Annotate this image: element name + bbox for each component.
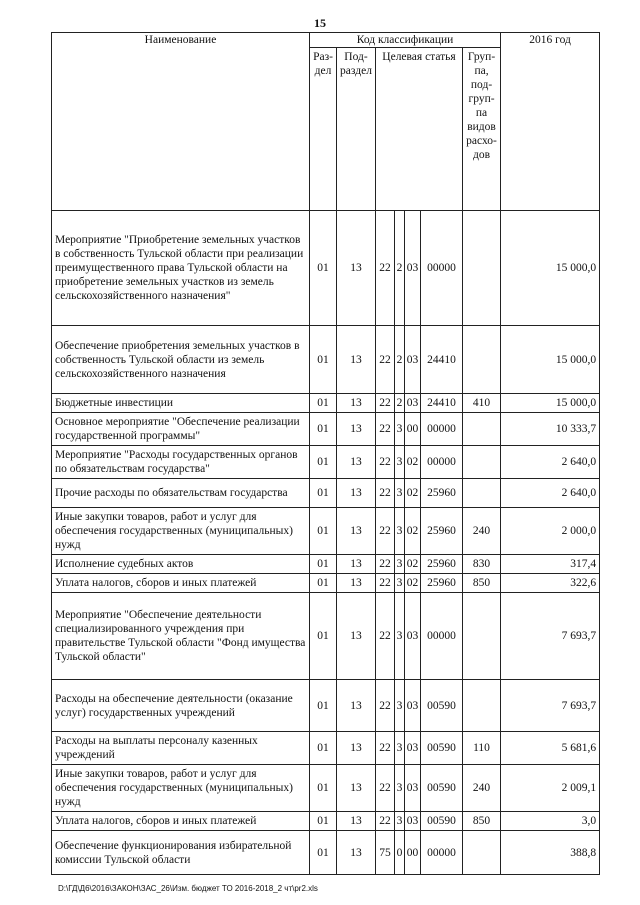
row-target-event: 03 (405, 211, 421, 326)
row-target-event: 00 (405, 413, 421, 446)
row-subsection: 13 (337, 413, 376, 446)
row-target-program: 22 (376, 680, 395, 732)
row-amount: 7 693,7 (501, 680, 600, 732)
row-amount: 10 333,7 (501, 413, 600, 446)
row-section: 01 (310, 326, 337, 394)
row-section: 01 (310, 574, 337, 593)
row-target-subprogram: 3 (395, 479, 405, 508)
row-target-subprogram: 3 (395, 593, 405, 680)
row-section: 01 (310, 812, 337, 831)
row-amount: 2 000,0 (501, 508, 600, 555)
row-amount: 2 640,0 (501, 446, 600, 479)
table-row (52, 394, 600, 413)
table-row (52, 211, 600, 326)
row-target-event: 03 (405, 732, 421, 765)
row-target-subprogram: 2 (395, 211, 405, 326)
row-section: 01 (310, 831, 337, 875)
row-section: 01 (310, 555, 337, 574)
row-expense-group: 110 (463, 732, 501, 765)
row-target-direction: 00000 (421, 446, 463, 479)
row-target-direction: 00590 (421, 680, 463, 732)
row-subsection: 13 (337, 446, 376, 479)
header-group: Груп- па, под- груп- па видов расхо- дов (463, 48, 501, 211)
row-name: Исполнение судебных актов (52, 555, 310, 574)
row-name: Расходы на обеспечение деятельности (оказание услуг) государственных учреждений (52, 680, 310, 732)
row-target-program: 22 (376, 574, 395, 593)
row-section: 01 (310, 446, 337, 479)
row-name: Расходы на выплаты персоналу казенных учреждений (52, 732, 310, 765)
row-target-program: 22 (376, 593, 395, 680)
row-target-direction: 25960 (421, 574, 463, 593)
row-section: 01 (310, 211, 337, 326)
row-name: Иные закупки товаров, работ и услуг для обеспечения государственных (муниципальных) нужд (52, 508, 310, 555)
table-row (52, 508, 600, 555)
table-row (52, 732, 600, 765)
row-subsection: 13 (337, 479, 376, 508)
row-section: 01 (310, 680, 337, 732)
row-section: 01 (310, 394, 337, 413)
row-amount: 7 693,7 (501, 593, 600, 680)
row-name: Мероприятие "Обеспечение деятельности специализированного учреждения при правительстве Тульской области "Фонд имущества Тульской области" (52, 593, 310, 680)
row-name: Прочие расходы по обязательствам государства (52, 479, 310, 508)
row-target-event: 00 (405, 831, 421, 875)
row-subsection: 13 (337, 555, 376, 574)
table-row (52, 446, 600, 479)
header-target: Целевая статья (376, 48, 463, 211)
row-expense-group: 850 (463, 574, 501, 593)
row-expense-group: 240 (463, 765, 501, 812)
row-expense-group (463, 479, 501, 508)
row-target-program: 22 (376, 413, 395, 446)
row-target-program: 22 (376, 211, 395, 326)
row-amount: 317,4 (501, 555, 600, 574)
row-expense-group (463, 680, 501, 732)
header-name: Наименование (52, 33, 310, 211)
row-target-direction: 00000 (421, 413, 463, 446)
row-target-direction: 00000 (421, 593, 463, 680)
row-target-subprogram: 2 (395, 326, 405, 394)
row-target-event: 03 (405, 680, 421, 732)
row-expense-group (463, 446, 501, 479)
row-target-subprogram: 3 (395, 574, 405, 593)
row-expense-group: 240 (463, 508, 501, 555)
table-row (52, 812, 600, 831)
row-target-program: 22 (376, 446, 395, 479)
row-target-subprogram: 3 (395, 413, 405, 446)
row-target-direction: 25960 (421, 555, 463, 574)
row-subsection: 13 (337, 574, 376, 593)
page-number: 15 (314, 16, 326, 30)
header-section: Раз- дел (310, 48, 337, 211)
table-row (52, 326, 600, 394)
header-year: 2016 год (501, 33, 600, 211)
row-amount: 322,6 (501, 574, 600, 593)
row-expense-group: 830 (463, 555, 501, 574)
row-target-program: 22 (376, 812, 395, 831)
row-target-program: 22 (376, 765, 395, 812)
row-target-subprogram: 2 (395, 394, 405, 413)
row-target-event: 02 (405, 574, 421, 593)
row-target-event: 03 (405, 812, 421, 831)
row-expense-group: 850 (463, 812, 501, 831)
row-target-event: 03 (405, 593, 421, 680)
row-name: Бюджетные инвестиции (52, 394, 310, 413)
row-name: Уплата налогов, сборов и иных платежей (52, 812, 310, 831)
row-target-subprogram: 3 (395, 508, 405, 555)
row-subsection: 13 (337, 680, 376, 732)
row-amount: 2 640,0 (501, 479, 600, 508)
row-target-subprogram: 3 (395, 555, 405, 574)
row-target-event: 02 (405, 508, 421, 555)
table-row (52, 765, 600, 812)
row-target-subprogram: 3 (395, 446, 405, 479)
row-target-program: 22 (376, 508, 395, 555)
row-target-program: 75 (376, 831, 395, 875)
row-amount: 15 000,0 (501, 326, 600, 394)
header-classification: Код классификации (310, 33, 501, 48)
table-row (52, 831, 600, 875)
row-target-event: 02 (405, 479, 421, 508)
row-subsection: 13 (337, 593, 376, 680)
row-section: 01 (310, 479, 337, 508)
row-subsection: 13 (337, 394, 376, 413)
row-expense-group (463, 831, 501, 875)
row-amount: 15 000,0 (501, 211, 600, 326)
row-target-direction: 24410 (421, 394, 463, 413)
row-amount: 15 000,0 (501, 394, 600, 413)
row-name: Обеспечение приобретения земельных участков в собственность Тульской области из земель сельскохозяйственного назначения (52, 326, 310, 394)
row-target-direction: 00000 (421, 831, 463, 875)
row-section: 01 (310, 732, 337, 765)
row-target-subprogram: 0 (395, 831, 405, 875)
footer-file-path: D:\ГД\Д6\2016\ЗАКОН\ЗАС_26\Изм. бюджет ТО 2016-2018_2 чт\pr2.xls (58, 884, 318, 893)
row-amount: 3,0 (501, 812, 600, 831)
row-target-direction: 24410 (421, 326, 463, 394)
budget-table (51, 32, 600, 875)
row-target-program: 22 (376, 555, 395, 574)
row-target-subprogram: 3 (395, 765, 405, 812)
row-target-direction: 00000 (421, 211, 463, 326)
row-target-event: 02 (405, 555, 421, 574)
row-subsection: 13 (337, 765, 376, 812)
row-target-direction: 00590 (421, 732, 463, 765)
table-row (52, 593, 600, 680)
row-target-direction: 00590 (421, 765, 463, 812)
row-expense-group (463, 326, 501, 394)
row-name: Мероприятие "Расходы государственных органов по обязательствам государства" (52, 446, 310, 479)
row-target-program: 22 (376, 732, 395, 765)
row-target-direction: 00590 (421, 812, 463, 831)
row-target-program: 22 (376, 326, 395, 394)
table-body (52, 211, 600, 875)
row-target-subprogram: 3 (395, 680, 405, 732)
row-target-direction: 25960 (421, 479, 463, 508)
row-name: Мероприятие "Приобретение земельных участков в собственность Тульской области при реализации преимущественного права Тульской области на приобретение земельных участков из земель сельскохозяйственного назначения" (52, 211, 310, 326)
table-row (52, 413, 600, 446)
row-target-program: 22 (376, 394, 395, 413)
row-amount: 2 009,1 (501, 765, 600, 812)
row-subsection: 13 (337, 508, 376, 555)
row-amount: 388,8 (501, 831, 600, 875)
row-target-subprogram: 3 (395, 732, 405, 765)
row-name: Основное мероприятие "Обеспечение реализации государственной программы" (52, 413, 310, 446)
row-target-event: 02 (405, 446, 421, 479)
row-amount: 5 681,6 (501, 732, 600, 765)
row-target-event: 03 (405, 326, 421, 394)
row-expense-group (463, 593, 501, 680)
row-target-event: 03 (405, 765, 421, 812)
row-section: 01 (310, 765, 337, 812)
table-row (52, 680, 600, 732)
row-subsection: 13 (337, 211, 376, 326)
row-subsection: 13 (337, 831, 376, 875)
table-row (52, 574, 600, 593)
row-section: 01 (310, 508, 337, 555)
row-expense-group (463, 413, 501, 446)
row-name: Иные закупки товаров, работ и услуг для обеспечения государственных (муниципальных) нужд (52, 765, 310, 812)
row-section: 01 (310, 593, 337, 680)
row-expense-group (463, 211, 501, 326)
row-subsection: 13 (337, 812, 376, 831)
row-name: Уплата налогов, сборов и иных платежей (52, 574, 310, 593)
row-target-direction: 25960 (421, 508, 463, 555)
row-section: 01 (310, 413, 337, 446)
table-row (52, 555, 600, 574)
row-subsection: 13 (337, 732, 376, 765)
table-row (52, 479, 600, 508)
header-subsection: Под- раздел (337, 48, 376, 211)
row-expense-group: 410 (463, 394, 501, 413)
row-subsection: 13 (337, 326, 376, 394)
row-target-program: 22 (376, 479, 395, 508)
row-target-subprogram: 3 (395, 812, 405, 831)
row-target-event: 03 (405, 394, 421, 413)
row-name: Обеспечение функционирования избирательной комиссии Тульской области (52, 831, 310, 875)
